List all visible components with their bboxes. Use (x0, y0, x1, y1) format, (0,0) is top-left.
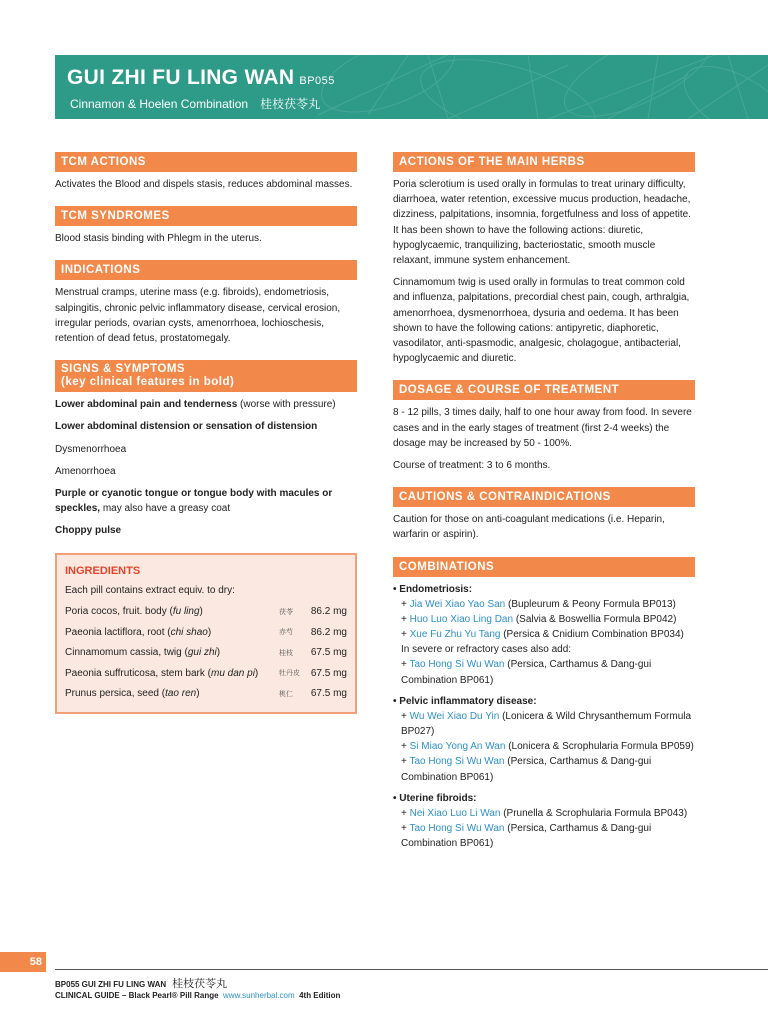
ingredient-amount: 67.5 mg (310, 647, 347, 659)
formula-description: (Lonicera & Wild Chrysanthemum Formula BP027) (401, 710, 692, 738)
symptom-key: Purple or cyanotic tongue or tongue body with macules or speckles, (55, 488, 333, 515)
symptom-detail: (worse with pressure) (237, 399, 336, 411)
ingredient-latin: Paeonia suffruticosa, stem bark (65, 667, 205, 679)
symptom-item (55, 523, 357, 538)
left-column (55, 152, 357, 714)
combination-item: + Xue Fu Zhu Yu Tang (Persica & Cnidium Combination BP034) (401, 629, 684, 641)
formula-description: (Bupleurum & Peony Formula BP013) (505, 598, 676, 610)
formula-description: (Prunella & Scrophularia Formula BP043) (500, 807, 688, 819)
symptom-key: Lower abdominal pain and tenderness (55, 399, 238, 411)
footer-edition: 4th Edition (299, 991, 341, 1000)
main-herbs-heading: ACTIONS OF THE MAIN HERBS (393, 152, 695, 172)
formula-link[interactable]: Si Miao Yong An Wan (409, 741, 506, 753)
page-number: 58 (0, 952, 46, 972)
symptom-item (55, 419, 357, 434)
main-herbs-paragraph-1: Poria sclerotium is used orally in formulas to treat urinary difficulty, diarrhoea, water retention, excessive mucus production, headache, dizziness, palpitations, insomnia, forgetfulness and loss of appetite. It has been shown to have the following actions: diuretic, hypoglycaemic, tranquilizing, bacteriostatic, smooth muscle relaxant, immune system enhancement. (393, 179, 691, 267)
combination-item: + Tao Hong Si Wu Wan (Persica, Carthamus & Dang-gui Combination BP061) (401, 659, 652, 686)
ingredient-amount: 86.2 mg (310, 606, 347, 618)
combination-item: + Huo Luo Xiao Ling Dan (Salvia & Boswellia Formula BP042) (401, 613, 677, 625)
formula-link[interactable]: Tao Hong Si Wu Wan (409, 823, 505, 835)
ingredient-name: Prunus persica, seed (tao ren) (65, 688, 200, 700)
cautions-heading: CAUTIONS & CONTRAINDICATIONS (393, 487, 695, 507)
ingredient-latin: Prunus persica, seed (65, 688, 159, 700)
ingredients-intro: Each pill contains extract equiv. to dry: (65, 584, 235, 596)
footer-divider (55, 969, 768, 970)
symptom-key: Lower abdominal distension or sensation of distension (55, 421, 318, 433)
combination-note: In severe or refractory cases also add: (401, 644, 572, 656)
ingredient-chinese: 赤芍 (279, 629, 293, 637)
ingredient-pinyin: tao ren (165, 688, 197, 700)
symptom-item: Dysmenorrhoea (55, 443, 127, 455)
formula-link[interactable]: Jia Wei Xiao Yao San (409, 598, 506, 610)
formula-description: (Persica, Carthamus & Dang-gui Combination BP061) (401, 659, 652, 686)
dosage-paragraph-2: Course of treatment: 3 to 6 months. (393, 460, 551, 472)
combination-group-endometriosis (393, 582, 695, 688)
leaf-background-image (308, 55, 768, 119)
product-subtitle (70, 95, 320, 112)
indications-heading: INDICATIONS (55, 260, 357, 280)
formula-description: (Persica, Carthamus & Dang-gui Combination BP061) (401, 823, 652, 850)
combination-item: + Si Miao Yong An Wan (Lonicera & Scrophularia Formula BP059) (401, 741, 694, 753)
english-name: Cinnamon & Hoelen Combination (70, 97, 249, 111)
footer-chinese-name: 桂枝茯苓丸 (172, 978, 228, 990)
combination-group-title: • Pelvic inflammatory disease: (393, 695, 537, 707)
signs-heading-line1: SIGNS & SYMPTOMS (61, 363, 186, 376)
right-column (393, 152, 695, 858)
ingredient-name: Paeonia lactiflora, root (chi shao) (65, 626, 212, 638)
ingredient-latin: Cinnamomum cassia, twig (65, 647, 182, 659)
ingredient-chinese: 牡丹皮 (279, 670, 300, 678)
formula-link[interactable]: Wu Wei Xiao Du Yin (409, 710, 500, 722)
formula-description: (Persica, Carthamus & Dang-gui Combination BP061) (401, 756, 652, 783)
ingredient-chinese: 桃仁 (279, 690, 293, 698)
ingredient-row (65, 602, 347, 623)
ingredients-title: INGREDIENTS (65, 564, 141, 577)
combination-item: + Wu Wei Xiao Du Yin (Lonicera & Wild Chrysanthemum Formula BP027) (401, 710, 692, 738)
combination-group-title: • Endometriosis: (393, 583, 473, 595)
combinations-heading: COMBINATIONS (393, 557, 695, 577)
footer-product-name: BP055 GUI ZHI FU LING WAN (55, 980, 167, 989)
combination-group-title: • Uterine fibroids: (393, 792, 477, 804)
title-banner (55, 55, 768, 119)
tcm-syndromes-text: Blood stasis binding with Phlegm in the uterus. (55, 233, 262, 245)
ingredient-amount: 67.5 mg (310, 667, 347, 679)
dosage-paragraph-1: 8 - 12 pills, 3 times daily, half to one hour away from food. In severe cases and in the early stages of treatment (first 2-4 weeks) the dosage may be increased by 50 - 100%. (393, 407, 692, 449)
ingredient-chinese: 茯苓 (279, 608, 293, 616)
footer-guide-line (55, 991, 340, 1000)
ingredient-row (65, 684, 347, 705)
formula-link[interactable]: Xue Fu Zhu Yu Tang (409, 629, 501, 641)
ingredient-pinyin: fu ling (172, 606, 200, 618)
formula-description: (Persica & Cnidium Combination BP034) (500, 629, 684, 641)
tcm-actions-heading: TCM ACTIONS (55, 152, 357, 172)
formula-link[interactable]: Nei Xiao Luo Li Wan (409, 807, 501, 819)
symptom-detail: may also have a greasy coat (100, 503, 231, 515)
indications-text: Menstrual cramps, uterine mass (e.g. fibroids), endometriosis, salpingitis, chronic pelvic inflammatory disease, cervical erosion, irregular periods, ovarian cysts, amenorrhoea, lochioschesis, retention of dead fetus, prostatomegaly. (55, 287, 341, 345)
formula-link[interactable]: Tao Hong Si Wu Wan (409, 659, 505, 671)
formula-description: (Salvia & Boswellia Formula BP042) (513, 613, 677, 625)
ingredient-pinyin: mu dan pi (211, 667, 255, 679)
symptom-key: Choppy pulse (55, 525, 122, 537)
combination-item: + Jia Wei Xiao Yao San (Bupleurum & Peony Formula BP013) (401, 598, 676, 610)
ingredient-row (65, 663, 347, 684)
combination-item: + Tao Hong Si Wu Wan (Persica, Carthamus & Dang-gui Combination BP061) (401, 823, 652, 850)
chinese-name: 桂枝茯苓丸 (260, 97, 321, 111)
product-title (67, 66, 335, 90)
ingredient-row (65, 643, 347, 664)
signs-heading-line2: (key clinical features in bold) (61, 376, 235, 389)
tcm-syndromes-heading: TCM SYNDROMES (55, 206, 357, 226)
ingredient-latin: Paeonia lactiflora, root (65, 626, 165, 638)
cautions-text: Caution for those on anti-coagulant medications (i.e. Heparin, warfarin or aspirin). (393, 514, 665, 541)
formula-link[interactable]: Huo Luo Xiao Ling Dan (409, 613, 514, 625)
ingredient-name: Paeonia suffruticosa, stem bark (mu dan pi) (65, 667, 259, 679)
ingredient-name: Cinnamomum cassia, twig (gui zhi) (65, 647, 221, 659)
combination-item: + Nei Xiao Luo Li Wan (Prunella & Scrophularia Formula BP043) (401, 807, 688, 819)
ingredient-pinyin: chi shao (170, 626, 208, 638)
main-herbs-paragraph-2: Cinnamomum twig is used orally in formulas to treat common cold and influenza, palpitations, precordial chest pain, cough, arthralgia, amenorrhoea, dysmenorrhoea, dysuria and oedema. It has been shown to have the following cations: antipyretic, diaphoretic, vasodilator, anti-spasmodic, analgesic, cholagogue, antibacterial, hypoglycaemic and diuretic. (393, 277, 690, 365)
product-name: GUI ZHI FU LING WAN (67, 66, 295, 89)
ingredients-list (65, 602, 347, 705)
signs-symptoms-heading (55, 360, 357, 392)
combination-group-pid (393, 694, 695, 785)
symptom-item: Amenorrhoea (55, 465, 116, 477)
ingredient-name: Poria cocos, fruit. body (fu ling) (65, 606, 203, 618)
footer-guide-title: CLINICAL GUIDE – Black Pearl® Pill Range (55, 991, 219, 1000)
footer-product-line (55, 975, 227, 991)
ingredient-row (65, 622, 347, 643)
ingredient-latin: Poria cocos, fruit. body (65, 606, 167, 618)
symptom-item (55, 397, 357, 412)
formula-description: (Lonicera & Scrophularia Formula BP059) (505, 741, 694, 753)
ingredients-box (55, 553, 357, 715)
formula-link[interactable]: Tao Hong Si Wu Wan (409, 756, 505, 768)
combination-group-fibroids (393, 791, 695, 852)
product-code: BP055 (299, 75, 335, 87)
ingredient-amount: 86.2 mg (310, 626, 347, 638)
combination-item: + Tao Hong Si Wu Wan (Persica, Carthamus & Dang-gui Combination BP061) (401, 756, 652, 783)
ingredient-pinyin: gui zhi (187, 647, 217, 659)
ingredient-amount: 67.5 mg (310, 688, 347, 700)
footer-website-link[interactable]: www.sunherbal.com (223, 991, 295, 1000)
dosage-heading: DOSAGE & COURSE OF TREATMENT (393, 380, 695, 400)
symptom-item (55, 486, 357, 516)
tcm-actions-text: Activates the Blood and dispels stasis, reduces abdominal masses. (55, 179, 353, 190)
ingredient-chinese: 桂枝 (279, 649, 293, 657)
